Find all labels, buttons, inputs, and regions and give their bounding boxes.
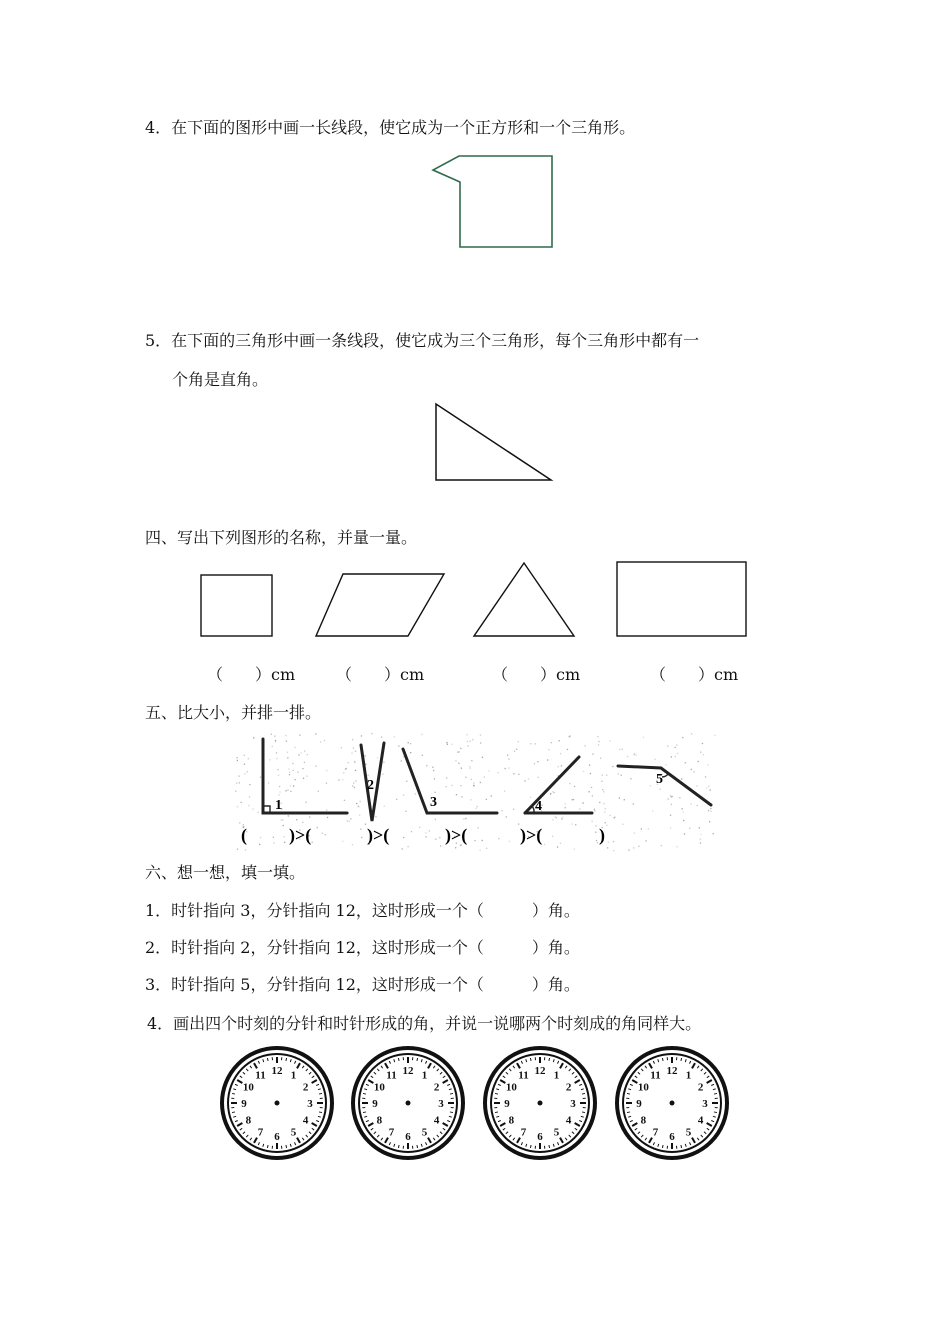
section-6-item-3: 3．时针指向 5，分针指向 12，这时形成一个（ ）角。 <box>145 975 580 994</box>
answer-blank-4: （ ）cm <box>650 665 739 684</box>
section-6-title: 六、想一想，填一填。 <box>145 863 306 882</box>
clock-number: 9 <box>372 1098 378 1110</box>
question-5-text-line2: 个角是直角。 <box>172 370 269 389</box>
compare-part-1: )>( <box>289 825 312 845</box>
clock-number: 9 <box>241 1098 247 1110</box>
clock-number: 1 <box>421 1069 428 1082</box>
angle-label-5: 5 <box>656 772 663 787</box>
triangle-shape <box>474 563 574 636</box>
answer-blank-1: （ ）cm <box>207 665 296 684</box>
clock-number: 5 <box>553 1126 560 1139</box>
clock-number: 7 <box>652 1126 659 1139</box>
angle-label-1: 1 <box>275 798 282 813</box>
answer-blank-3: （ ）cm <box>492 665 581 684</box>
square-shape <box>201 575 272 636</box>
angle-label-3: 3 <box>430 795 437 810</box>
clock-number: 12 <box>271 1065 283 1077</box>
question-5-text-line1: 5．在下面的三角形中画一条线段，使它成为三个三角形，每个三角形中都有一 <box>145 331 700 350</box>
clock-number: 11 <box>518 1069 529 1082</box>
clock-number: 4 <box>433 1114 440 1127</box>
clock-number: 11 <box>386 1069 397 1082</box>
clock-number: 8 <box>640 1114 647 1127</box>
clock-number: 9 <box>504 1098 510 1110</box>
clock-number: 5 <box>421 1126 428 1139</box>
clock-number: 6 <box>274 1131 280 1143</box>
question-4-text: 4．在下面的图形中画一长线段，使它成为一个正方形和一个三角形。 <box>145 118 636 137</box>
clock-number: 4 <box>697 1114 704 1127</box>
clock-number: 4 <box>565 1114 572 1127</box>
clock-face-4 <box>617 1048 727 1158</box>
clock-number: 7 <box>257 1126 264 1139</box>
clock-number: 7 <box>388 1126 395 1139</box>
section-4-title: 四、写出下列图形的名称，并量一量。 <box>145 528 418 547</box>
clock-number: 6 <box>405 1131 411 1143</box>
clock-number: 1 <box>685 1069 692 1082</box>
clock-number: 11 <box>650 1069 661 1082</box>
clock-number: 3 <box>307 1098 313 1110</box>
clocks-row <box>215 1042 735 1168</box>
clock-number: 1 <box>553 1069 560 1082</box>
clock-number: 5 <box>290 1126 297 1139</box>
clock-number: 6 <box>537 1131 543 1143</box>
clock-number: 8 <box>508 1114 515 1127</box>
clock-face-1 <box>222 1048 332 1158</box>
angle-label-2: 2 <box>367 778 374 793</box>
clock-number: 6 <box>669 1131 675 1143</box>
clock-number: 10 <box>242 1081 254 1094</box>
clock-face-3 <box>485 1048 595 1158</box>
clock-number: 12 <box>402 1065 414 1077</box>
clock-number: 9 <box>636 1098 642 1110</box>
clock-number: 2 <box>565 1081 572 1094</box>
pentagon-shape <box>433 156 552 247</box>
shapes-row <box>195 555 755 649</box>
clock-number: 2 <box>433 1081 440 1094</box>
angles-figure <box>235 733 720 859</box>
answer-blank-2: （ ）cm <box>336 665 425 684</box>
clock-number: 3 <box>702 1098 708 1110</box>
clock-number: 11 <box>255 1069 266 1082</box>
compare-part-0: ( <box>241 825 247 845</box>
parallelogram-shape <box>316 574 444 636</box>
clock-number: 10 <box>505 1081 517 1094</box>
clock-number: 7 <box>520 1126 527 1139</box>
clock-number: 2 <box>302 1081 309 1094</box>
clock-number: 3 <box>438 1098 444 1110</box>
clock-number: 10 <box>637 1081 649 1094</box>
clock-number: 12 <box>666 1065 678 1077</box>
rectangle-shape <box>617 562 746 636</box>
compare-part-5: ) <box>599 825 605 845</box>
clock-number: 8 <box>245 1114 252 1127</box>
clock-number: 3 <box>570 1098 576 1110</box>
clock-number: 5 <box>685 1126 692 1139</box>
compare-part-3: )>( <box>445 825 468 845</box>
right-triangle-shape <box>436 404 551 480</box>
section-6-item-1: 1．时针指向 3，分针指向 12，这时形成一个（ ）角。 <box>145 901 580 920</box>
clock-number: 12 <box>534 1065 546 1077</box>
angle-label-4: 4 <box>535 799 542 814</box>
section-6-item-2: 2．时针指向 2，分针指向 12，这时形成一个（ ）角。 <box>145 938 580 957</box>
compare-part-4: )>( <box>520 825 543 845</box>
clock-number: 1 <box>290 1069 297 1082</box>
section-5-title: 五、比大小，并排一排。 <box>145 703 322 722</box>
section-6-item-4: 4．画出四个时刻的分针和时针形成的角，并说一说哪两个时刻成的角同样大。 <box>147 1014 702 1033</box>
pentagon-figure <box>425 148 560 257</box>
clock-number: 8 <box>376 1114 383 1127</box>
clock-number: 4 <box>302 1114 309 1127</box>
right-triangle-figure <box>430 400 560 489</box>
clock-number: 10 <box>373 1081 385 1094</box>
clock-face-2 <box>353 1048 463 1158</box>
compare-part-2: )>( <box>367 825 390 845</box>
angle-3 <box>403 749 497 813</box>
clock-number: 2 <box>697 1081 704 1094</box>
